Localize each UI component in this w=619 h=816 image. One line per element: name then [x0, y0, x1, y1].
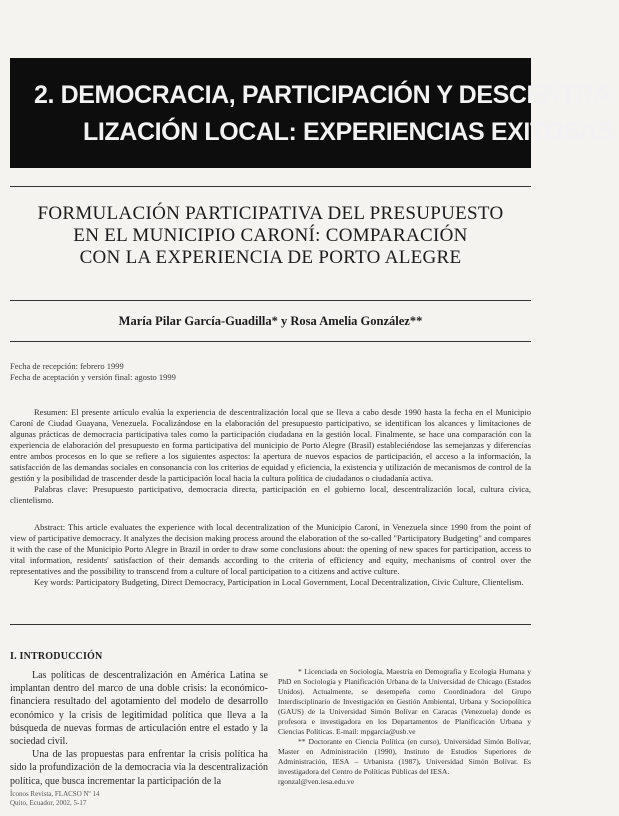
- divider-authors-top: [10, 300, 531, 301]
- banner-title-line1: 2. DEMOCRACIA, PARTICIPACIÓN Y DESCENTRA-: [34, 81, 619, 109]
- divider-abstract: [10, 624, 531, 625]
- keywords-en: Participatory Budgeting, Direct Democracy, Participation in Local Government, Local Decentralization, Civic Culture, Clientelism.: [75, 577, 524, 587]
- title-line: CON LA EXPERIENCIA DE PORTO ALEGRE: [79, 247, 462, 268]
- divider-top: [10, 186, 531, 187]
- accepted-date: Fecha de aceptación y versión final: agosto 1999: [10, 372, 176, 382]
- article-authors: María Pilar García-Guadilla* y Rosa Amelia González**: [118, 314, 423, 328]
- body-paragraph: Una de las propuestas para enfrentar la crisis política ha sido la profundización de la democracia vía la descentralización política, que busca incrementar la participación de la: [10, 749, 268, 787]
- keywords-es: Presupuesto participativo, democracia directa, participación en el gobierno local, descentralización local, cultura cívica, clientelismo.: [10, 484, 531, 505]
- title-line: FORMULACIÓN PARTICIPATIVA DEL PRESUPUESTO: [37, 203, 504, 224]
- abstract-spanish: [10, 407, 531, 506]
- divider-authors-bottom: [10, 341, 531, 342]
- footer-line: Íconos Revista, FLACSO Nº 14: [10, 790, 100, 798]
- section-banner: [10, 58, 619, 168]
- article-title: [0, 203, 541, 269]
- body-paragraph: Las políticas de descentralización en América Latina se implantan dentro del marco de una doble crisis: la económico-financiera resultado del agotamiento del modelo de desarrollo económico y la crisis de legitimidad política que lleva a la búsqueda de nuevas formas de articulación entre el estado y la sociedad civil.: [10, 670, 268, 748]
- received-date: Fecha de recepción: febrero 1999: [10, 361, 124, 371]
- reception-dates: [10, 361, 176, 383]
- abstract-es-text: El presente artículo evalúa la experiencia de descentralización local que se lleva a cabo desde 1990 hasta la fecha en el Municipio Caroní de Ciudad Guayana, Venezuela. Focalizándose en la elaboración del presupuesto participativo, se identifican los alcances y limitaciones de algunas prácticas de democracia participativa tales como la participación ciudadana en la gestión local. Finalmente, se hace una comparación con la experiencia de elaboración del presupuesto en forma participativa del municipio de Porto Alegre (Brasil) estableciéndose las semejanzas y diferencias entre ambos procesos en lo que se refiere a los siguientes aspectos: la apertura de nuevos espacios de participación, el acceso a la información, la satisfacción de las demandas sociales en consonancia con los criterios de equidad y eficiencia, la existencia y utilización de mecanismos de control de la gestión y la posibilidad de trascender desde la participación local hacia la cultura política de ciudadanos o ciudadanía activa.: [10, 407, 532, 483]
- keywords-es-heading: Palabras clave:: [34, 484, 88, 494]
- abstract-en-text: This article evaluates the experience with local decentralization of the Municipio Caroní, in Venezuela since 1990 from the point of view of participative democracy. It analyzes the decision making process around the elaboration of the so-called "Participatory Budgeting" and compares it with the case of the Municipio Porto Alegre in Brazil in order to draw some conclusions about: the opening of new spaces for participation, access to vital information, residents' satisfaction of their demands according to the criteria of efficiency and equity, mechanisms of control over the representatives and the possibility to transcend from a culture of local participation to a citizens and active culture.: [10, 522, 531, 576]
- footer-line: Quito, Ecuador, 2002, 5-17: [10, 799, 87, 807]
- abstract-english: [10, 522, 531, 588]
- footnote-1: * Licenciada en Sociología, Maestría en Demografía y Ecología Humana y PhD en Sociología y Planificación Urbana de la Universidad de Chicago (Estados Unidos). Actualmente, se desempeña como Coordinadora del Grupo Interdisciplinario de Investigación en Gestión Ambiental, Urbana y Sociopolítica (GAUS) de la Universidad Simón Bolívar en Caracas (Venezuela) donde es profesora e investigadora en los Departamentos de Planificación Urbana y Ciencias Políticas. E-mail: mpgarcia@usb.ve: [278, 667, 531, 736]
- body-column-left: [10, 669, 268, 788]
- title-line: EN EL MUNICIPIO CARONÍ: COMPARACIÓN: [73, 225, 468, 246]
- journal-footer: [10, 790, 99, 808]
- abstract-es-heading: Resumen:: [34, 407, 68, 417]
- footnote-2: ** Doctorante en Ciencia Política (en curso), Universidad Simón Bolívar, Master en Administración (1990), Instituto de Estudios Superiores de Administración, IESA – Urbanista (1987), Universidad Simón Bolívar. Es investigadora del Centro de Políticas Públicas del IESA.: [278, 737, 531, 776]
- keywords-en-heading: Key words:: [34, 577, 74, 587]
- footnote-email: rgonzal@ven.iesa.edu.ve: [278, 777, 355, 786]
- banner-title-line2: LIZACIÓN LOCAL: EXPERIENCIAS EXITOSAS: [83, 118, 614, 146]
- section-heading: I. INTRODUCCIÓN: [10, 651, 103, 662]
- footnotes: [278, 667, 531, 787]
- abstract-en-heading: Abstract:: [34, 522, 66, 532]
